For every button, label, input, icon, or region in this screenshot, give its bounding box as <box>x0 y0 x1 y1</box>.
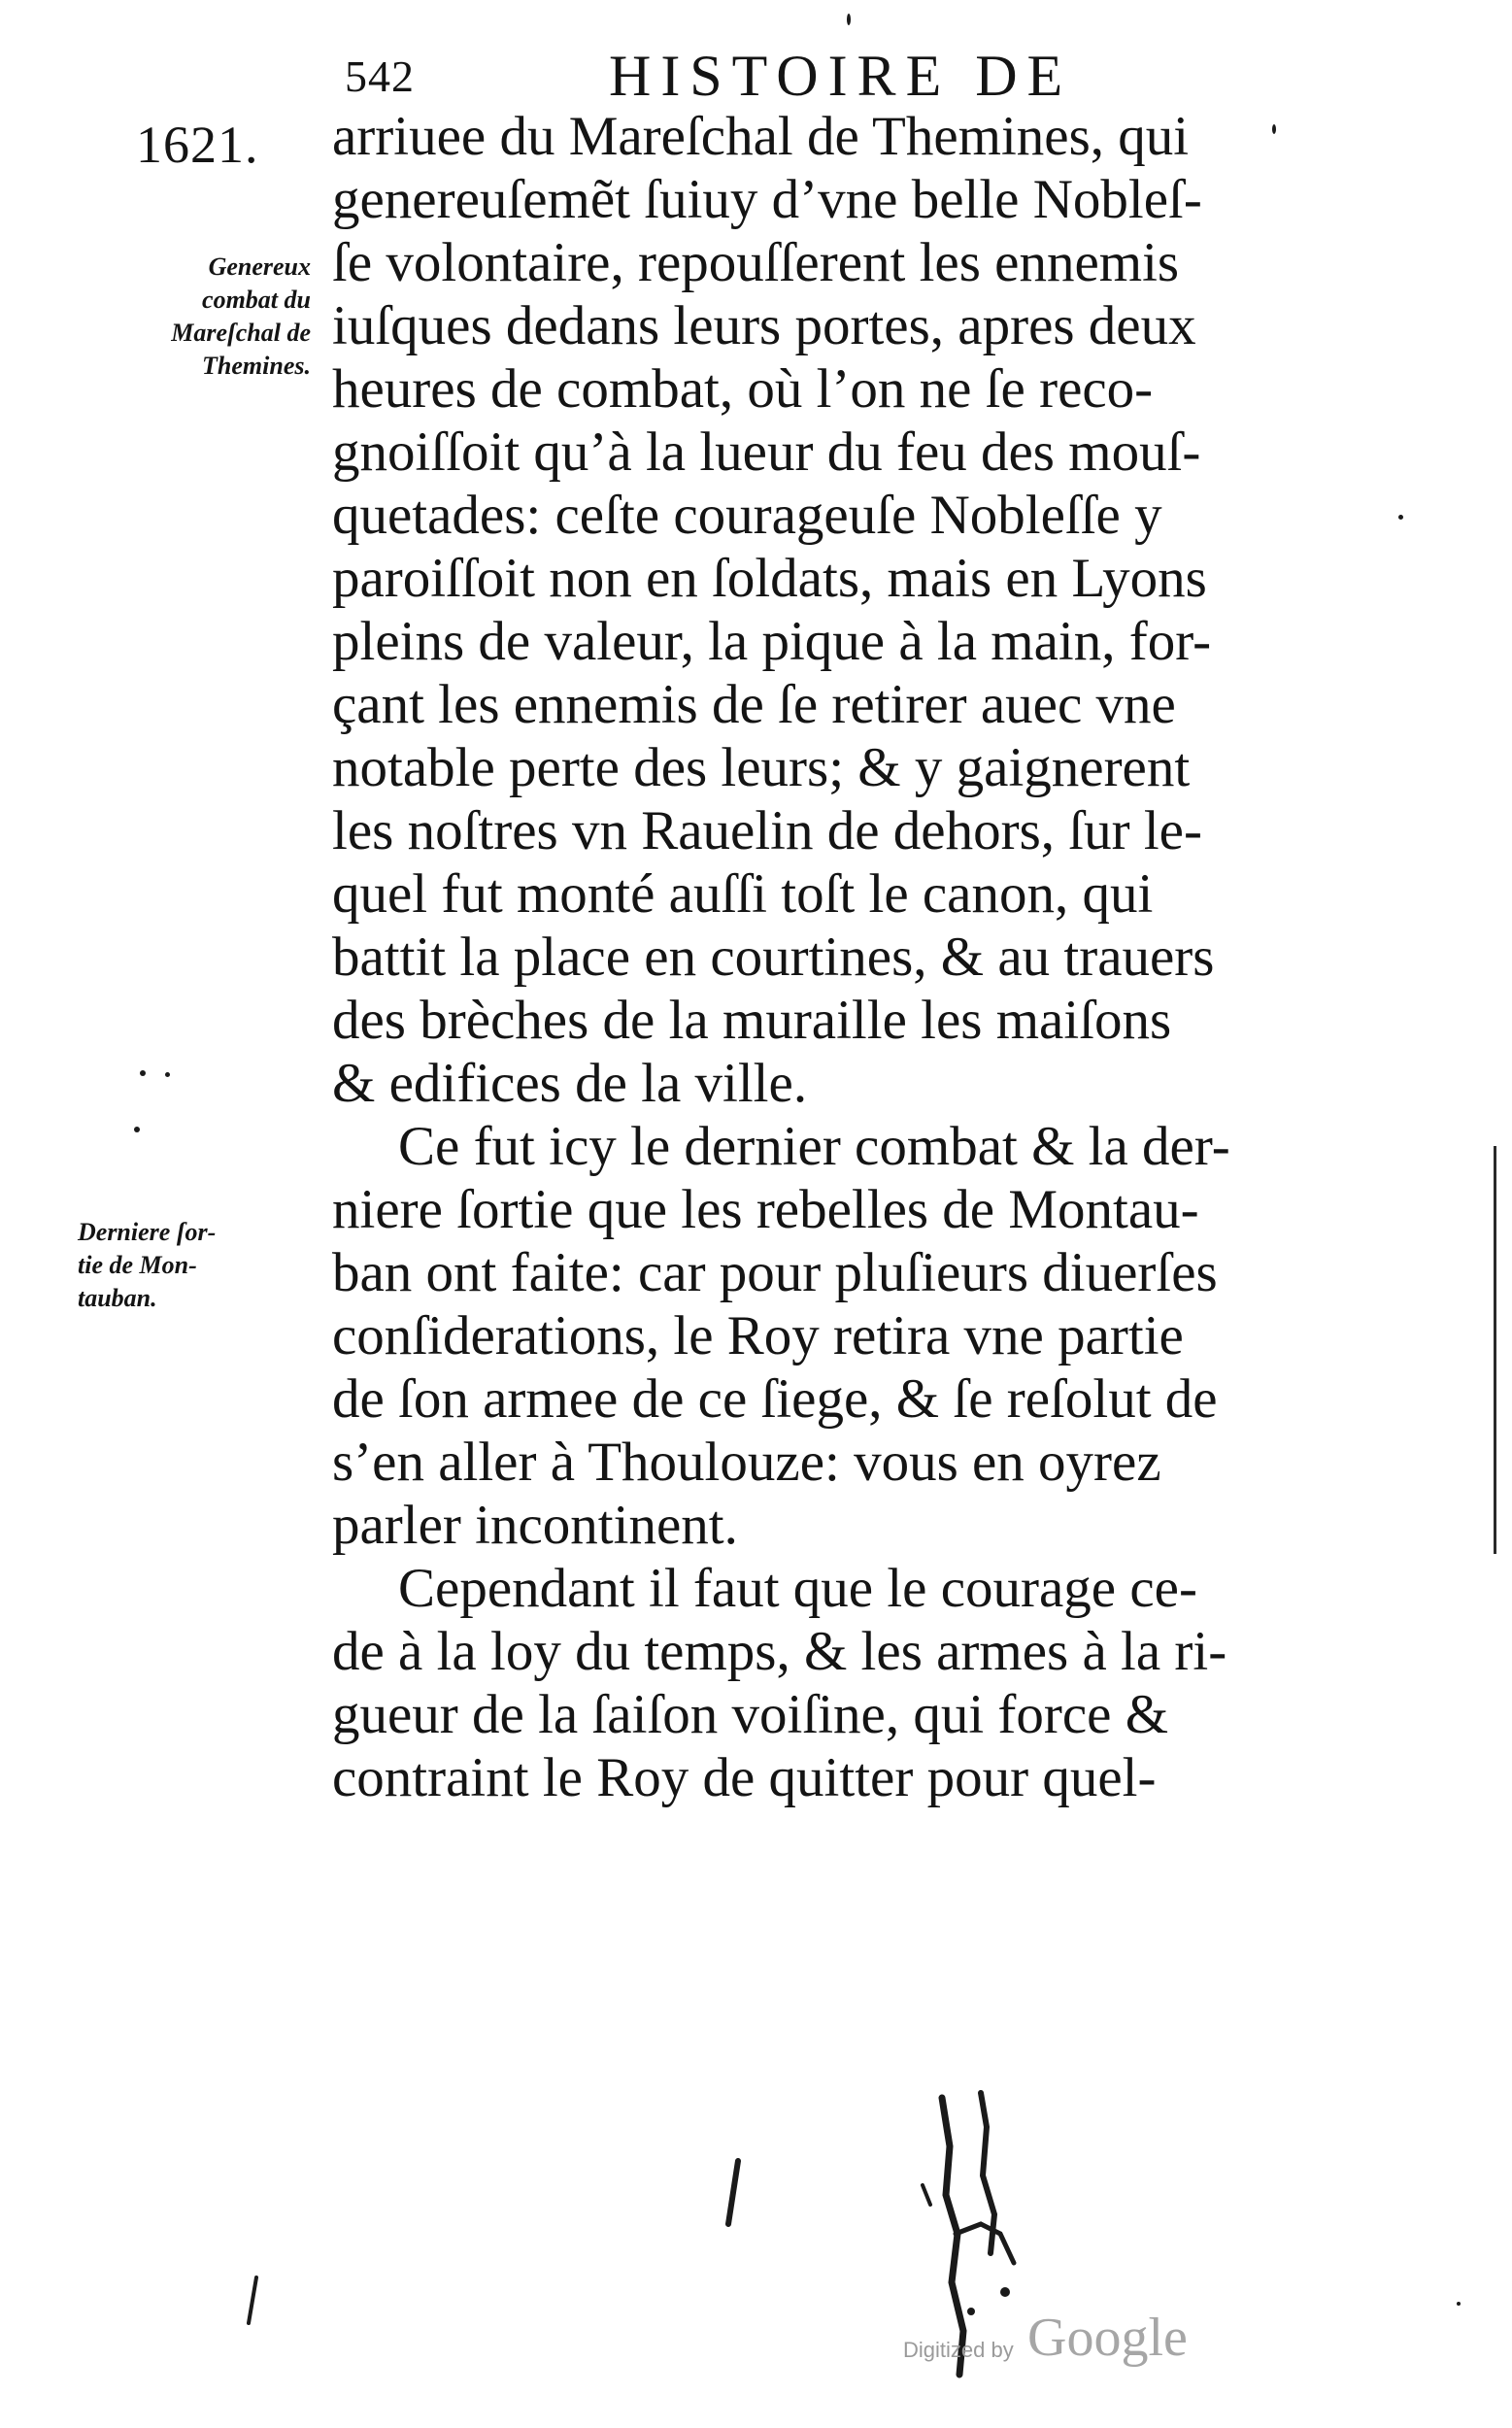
margin-note-combat <box>78 251 311 383</box>
margin-note-line: Genereux <box>208 253 311 281</box>
margin-note-line: tie de Mon- <box>78 1251 197 1279</box>
ink-speck <box>140 1070 146 1076</box>
margin-note-line: combat du <box>202 286 311 314</box>
text-line: de ſon armee de ce ſiege, & ſe reſolut de <box>332 1368 1218 1430</box>
ink-speck <box>1272 124 1276 134</box>
text-line: gnoiſſoit qu’à la lueur du feu des mouſ- <box>332 422 1201 483</box>
text-line: notable perte des leurs; & y gaignerent <box>332 737 1191 798</box>
text-line: heures de combat, où l’on ne ſe reco- <box>332 358 1154 420</box>
text-line: iuſques dedans leurs portes, apres deux <box>332 295 1196 356</box>
ink-stroke <box>243 2273 262 2331</box>
text-line: çant les ennemis de ſe retirer auec vne <box>332 674 1176 735</box>
margin-year: 1621. <box>136 116 259 174</box>
text-line: gueur de la ſaiſon voiſine, qui force & <box>332 1684 1169 1745</box>
text-line: battit la place en courtines, & au trauers <box>332 927 1215 988</box>
margin-note-line: Mareſchal de <box>171 319 311 347</box>
text-line: parler incontinent. <box>332 1495 738 1556</box>
ink-speck <box>1457 2302 1461 2306</box>
text-line: ban ont faite: car pour pluſieurs diuerſes <box>332 1242 1218 1303</box>
text-line: paroiſſoit non en ſoldats, mais en Lyons <box>332 548 1207 609</box>
body-text <box>332 105 1352 1809</box>
page-edge-shadow <box>1494 1146 1496 1554</box>
page-number: 542 <box>345 51 415 101</box>
text-line: quel fut monté auſſi toſt le canon, qui <box>332 863 1154 925</box>
text-line: contraint le Roy de quitter pour quel- <box>332 1747 1157 1808</box>
text-line: ſe volontaire, repouſſerent les ennemis <box>332 232 1180 293</box>
text-line: quetades: ceſte courageuſe Nobleſſe y <box>332 485 1162 546</box>
running-title: HISTOIRE DE <box>609 44 1073 108</box>
margin-note-line: tauban. <box>78 1284 157 1312</box>
text-line: s’en aller à Thoulouze: vous en oyrez <box>332 1432 1161 1493</box>
digitized-watermark <box>903 2307 1224 2375</box>
paragraph-start-line: Cependant il faut que le courage ce- <box>398 1558 1197 1619</box>
paragraph-start-line: Ce fut icy le dernier combat & la der- <box>398 1116 1230 1177</box>
ink-speck <box>847 14 851 25</box>
digitized-label: Digitized by <box>903 2338 1014 2362</box>
margin-note-sortie <box>78 1216 272 1315</box>
text-line: conſiderations, le Roy retira vne partie <box>332 1305 1184 1366</box>
text-line: niere ſortie que les rebelles de Montau- <box>332 1179 1199 1240</box>
text-line: de à la loy du temps, & les armes à la ri- <box>332 1621 1227 1682</box>
margin-note-line: Derniere ſor- <box>78 1218 217 1246</box>
ink-speck <box>165 1072 170 1077</box>
text-line: & edifices de la ville. <box>332 1053 808 1114</box>
text-line: genereuſemẽt ſuiuy d’vne belle Nobleſ- <box>332 169 1202 230</box>
google-logo: Google <box>1027 2308 1188 2368</box>
text-line: les noſtres vn Rauelin de dehors, ſur le- <box>332 800 1202 861</box>
text-line: des brèches de la muraille les maiſons <box>332 990 1172 1051</box>
ink-speck <box>134 1127 140 1132</box>
ink-speck <box>1398 515 1403 520</box>
text-line: arriuee du Mareſchal de Themines, qui <box>332 106 1190 167</box>
ink-stroke <box>719 2156 748 2234</box>
page-header <box>345 43 1316 113</box>
text-line: pleins de valeur, la pique à la main, for- <box>332 611 1212 672</box>
margin-note-line: Themines. <box>202 352 311 380</box>
